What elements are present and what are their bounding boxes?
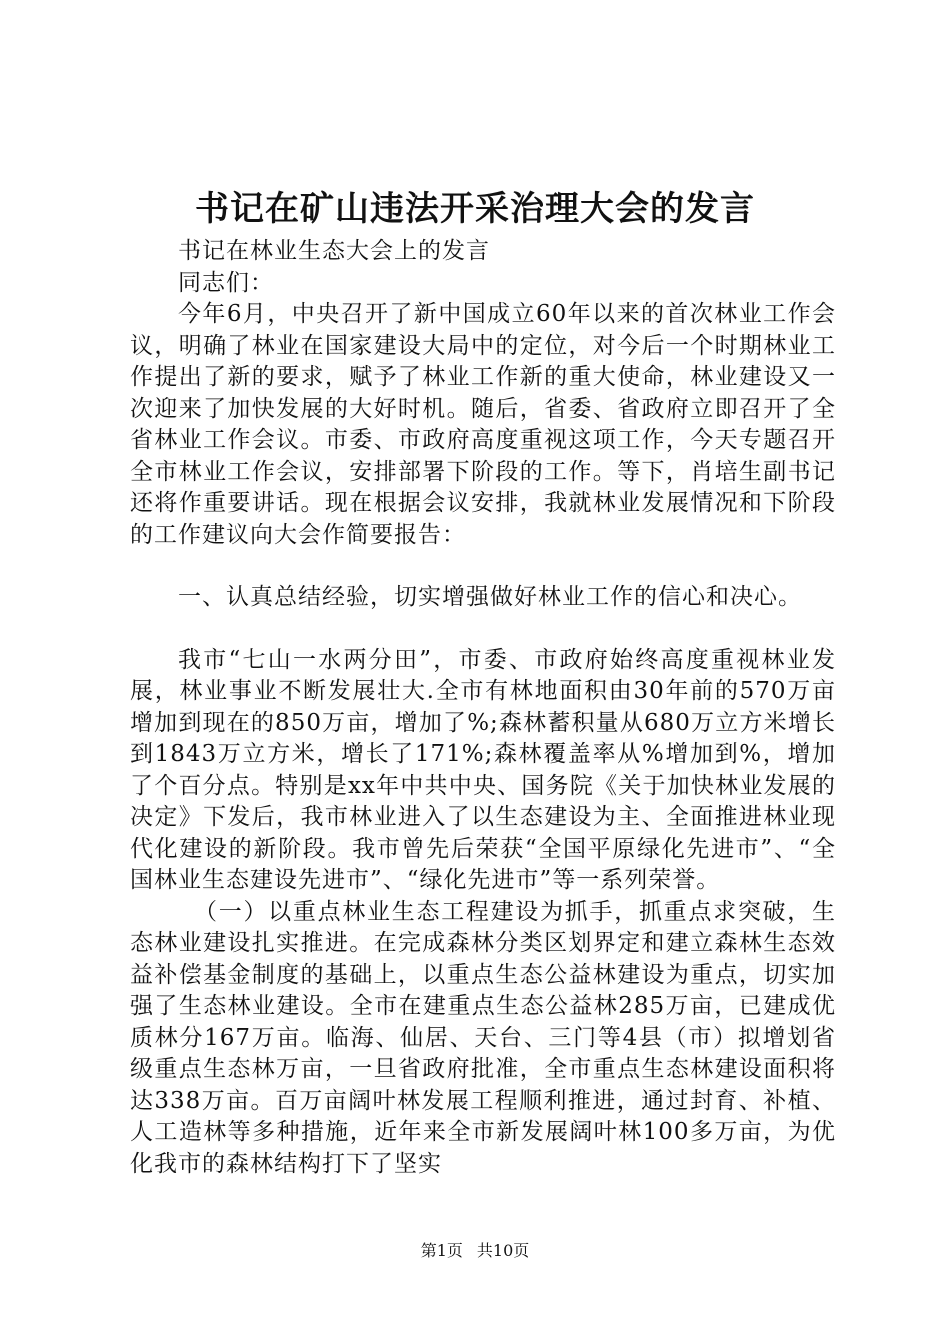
section-heading: 一、认真总结经验，切实增强做好林业工作的信心和决心。 — [178, 584, 802, 610]
page-footer — [0, 1240, 950, 1262]
paragraph-spacer — [130, 551, 836, 582]
paragraph-achievements: 我市“七山一水两分田”，市委、市政府始终高度重视林业发展，林业事业不断发展壮大.全市有林地面积由30年前的570万亩增加到现在的850万亩，增加了%;森林蓄积量从680万立方米增长到1843万立方米，增长了171%;森林覆盖率从%增加到%，增加了个百分点。特别是xx年中共中央、国务院《关于加快林业发展的决定》下发后，我市林业进入了以生态建设为主、全面推进林业现代化建设的新阶段。我市曾先后荣获“全国平原绿化先进市”、“全国林业生态建设先进市”、“绿化先进市”等一系列荣誉。 — [130, 646, 836, 893]
document-title: 书记在矿山违法开采治理大会的发言 — [195, 189, 755, 229]
document-subtitle: 书记在林业生态大会上的发言 — [178, 238, 490, 264]
page-number: 第1页 — [420, 1241, 463, 1260]
paragraph-subsection-1: （一）以重点林业生态工程建设为抓手，抓重点求突破，生态林业建设扎实推进。在完成森林分类区划界定和建立森林生态效益补偿基金制度的基础上，以重点生态公益林建设为重点，切实加强了生态林业建设。全市在建重点生态公益林285万亩，已建成优质林分167万亩。临海、仙居、天台、三门等4县（市）拟增划省级重点生态林万亩，一旦省政府批准，全市重点生态林建设面积将达338万亩。百万亩阔叶林发展工程顺利推进，通过封育、补植、人工造林等多种措施，近年来全市新发展阔叶林100多万亩，为优化我市的森林结构打下了坚实 — [130, 898, 836, 1177]
document-body — [130, 236, 836, 1180]
page-total: 共10页 — [476, 1241, 530, 1260]
paragraph-spacer — [130, 614, 836, 645]
paragraph-intro: 今年6月，中央召开了新中国成立60年以来的首次林业工作会议，明确了林业在国家建设大局中的定位，对今后一个时期林业工作提出了新的要求，赋予了林业工作新的重大使命，林业建设又一次迎来了加快发展的大好时机。随后，省委、省政府立即召开了全省林业工作会议。市委、市政府高度重视这项工作，今天专题召开全市林业工作会议，安排部署下阶段的工作。等下，肖培生副书记还将作重要讲话。现在根据会议安排，我就林业发展情况和下阶段的工作建议向大会作简要报告： — [130, 301, 836, 548]
salutation: 同志们： — [178, 269, 274, 296]
